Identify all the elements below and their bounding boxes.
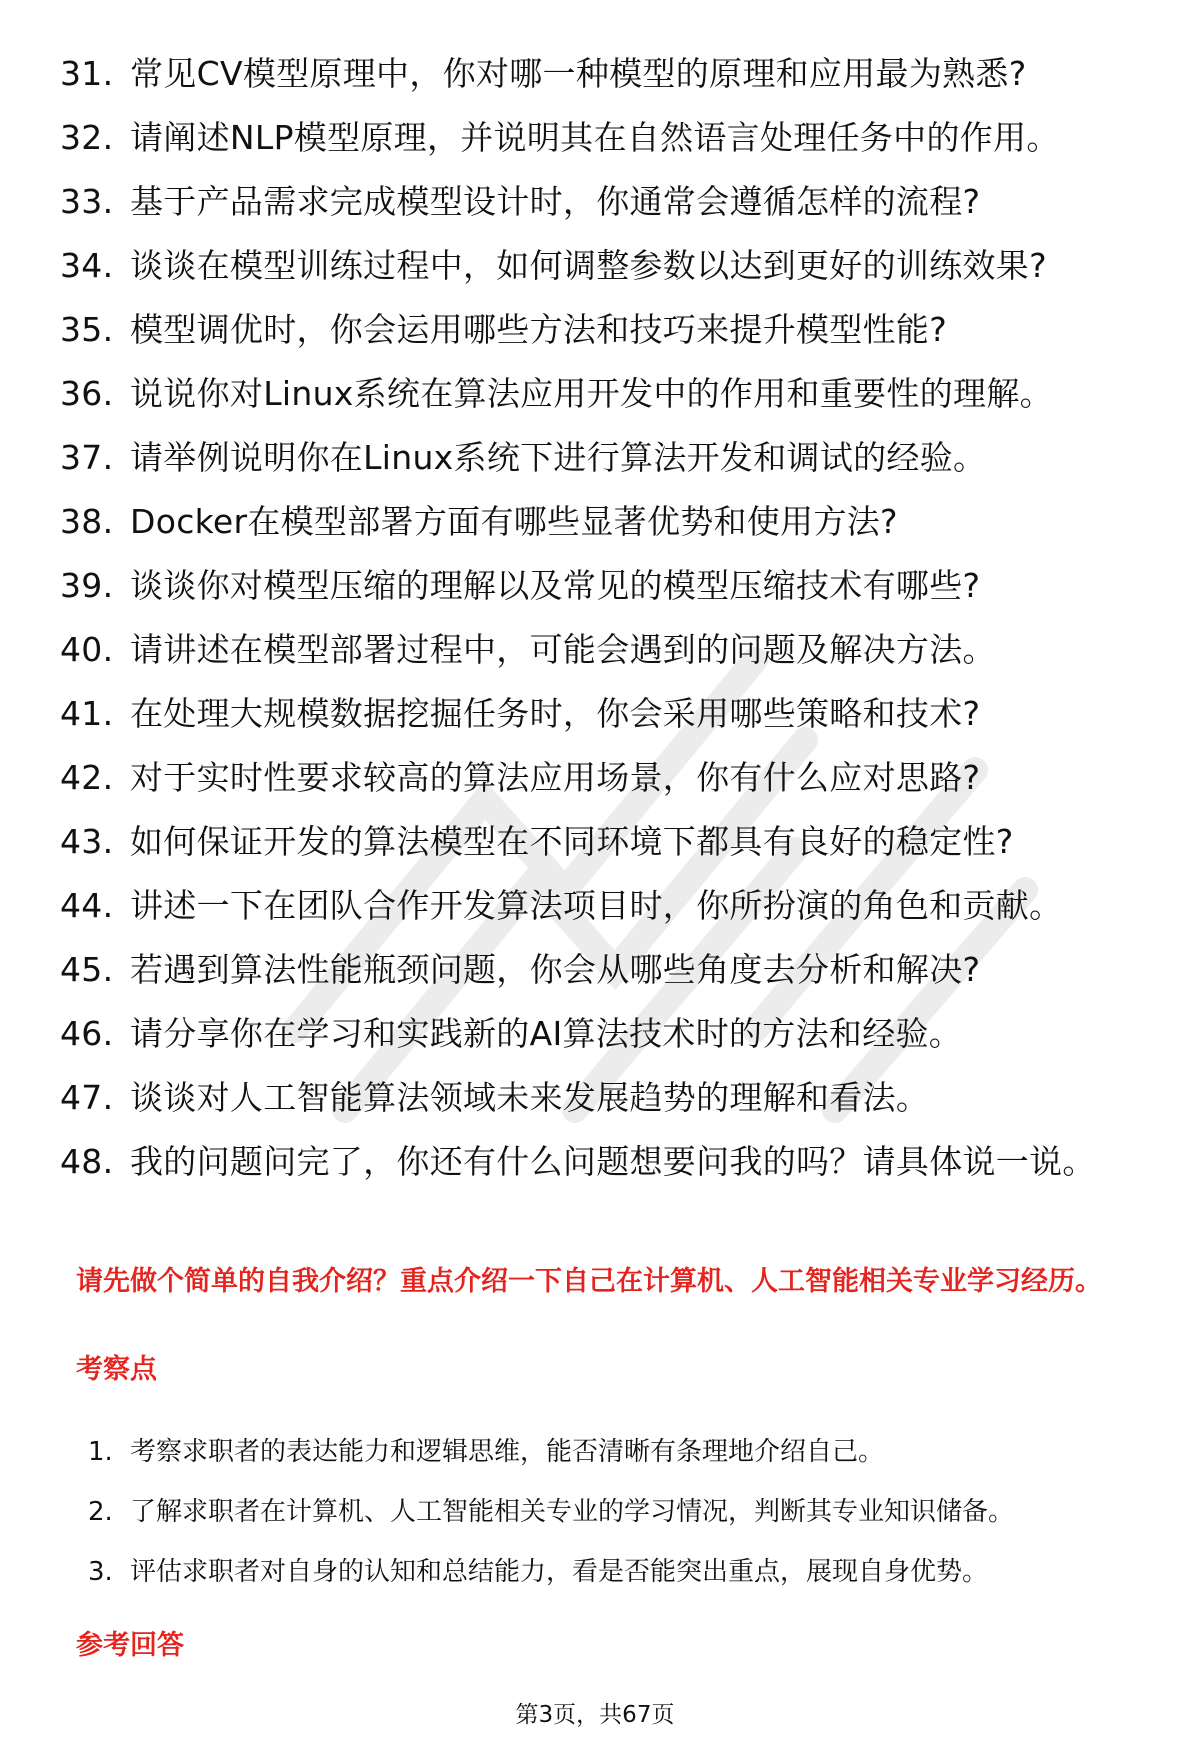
assessment-number: 2. xyxy=(88,1497,113,1527)
question-text: 若遇到算法性能瓶颈问题，你会从哪些角度去分析和解决? xyxy=(130,950,981,989)
question-text: 讲述一下在团队合作开发算法项目时，你所扮演的角色和贡献。 xyxy=(130,886,1063,925)
question-number: 46. xyxy=(60,1014,114,1053)
question-number: 43. xyxy=(60,822,114,861)
question-number: 45. xyxy=(60,950,114,989)
assessment-number: 1. xyxy=(88,1437,113,1467)
question-text: 请分享你在学习和实践新的AI算法技术时的方法和经验。 xyxy=(130,1014,963,1053)
question-number: 44. xyxy=(60,886,114,925)
assessment-number: 3. xyxy=(88,1557,113,1587)
question-item xyxy=(60,1076,1150,1140)
question-item xyxy=(60,1140,1150,1252)
question-item xyxy=(60,500,1150,564)
question-number: 38. xyxy=(60,502,114,541)
question-item xyxy=(60,692,1150,756)
question-text: 说说你对Linux系统在算法应用开发中的作用和重要性的理解。 xyxy=(130,374,1053,413)
question-number: 41. xyxy=(60,694,114,733)
assessment-list xyxy=(88,1434,1158,1614)
question-item xyxy=(60,372,1150,436)
question-item xyxy=(60,948,1150,1012)
question-item xyxy=(60,756,1150,820)
question-number: 34. xyxy=(60,246,114,285)
question-text: 请举例说明你在Linux系统下进行算法开发和调试的经验。 xyxy=(130,438,987,477)
question-text: 请讲述在模型部署过程中，可能会遇到的问题及解决方法。 xyxy=(130,630,996,669)
question-item xyxy=(60,244,1150,308)
question-text: 谈谈在模型训练过程中，如何调整参数以达到更好的训练效果? xyxy=(130,246,1047,285)
question-number: 39. xyxy=(60,566,114,605)
question-item xyxy=(60,628,1150,692)
assessment-text: 了解求职者在计算机、人工智能相关专业的学习情况，判断其专业知识储备。 xyxy=(130,1497,1015,1527)
question-text: 在处理大规模数据挖掘任务时，你会采用哪些策略和技术? xyxy=(130,694,981,733)
question-text: 对于实时性要求较高的算法应用场景，你有什么应对思路? xyxy=(130,758,981,797)
section-heading: 请先做个简单的自我介绍？重点介绍一下自己在计算机、人工智能相关专业学习经历。 xyxy=(76,1266,1102,1297)
page-footer: 第3页，共67页 xyxy=(515,1702,675,1728)
question-text: 我的问题问完了，你还有什么问题想要问我的吗？请具体说一说。 xyxy=(130,1142,1096,1181)
question-list xyxy=(60,52,1150,1252)
question-text: 谈谈对人工智能算法领域未来发展趋势的理解和看法。 xyxy=(130,1078,930,1117)
question-number: 33. xyxy=(60,182,114,221)
question-text: 基于产品需求完成模型设计时，你通常会遵循怎样的流程? xyxy=(130,182,981,221)
assessment-label: 考察点 xyxy=(76,1354,157,1385)
question-item xyxy=(60,436,1150,500)
question-item xyxy=(60,820,1150,884)
assessment-item xyxy=(88,1494,1158,1554)
assessment-item xyxy=(88,1554,1158,1614)
question-text: 请阐述NLP模型原理，并说明其在自然语言处理任务中的作用。 xyxy=(130,118,1060,157)
question-number: 32. xyxy=(60,118,114,157)
question-item xyxy=(60,180,1150,244)
question-text: 如何保证开发的算法模型在不同环境下都具有良好的稳定性? xyxy=(130,822,1014,861)
question-item xyxy=(60,564,1150,628)
question-number: 36. xyxy=(60,374,114,413)
answer-label: 参考回答 xyxy=(76,1630,184,1661)
question-text: 模型调优时，你会运用哪些方法和技巧来提升模型性能? xyxy=(130,310,948,349)
question-number: 48. xyxy=(60,1142,114,1181)
assessment-text: 考察求职者的表达能力和逻辑思维，能否清晰有条理地介绍自己。 xyxy=(130,1437,885,1467)
question-item xyxy=(60,884,1150,948)
assessment-item xyxy=(88,1434,1158,1494)
question-item xyxy=(60,52,1150,116)
question-item xyxy=(60,1012,1150,1076)
assessment-text: 评估求职者对自身的认知和总结能力，看是否能突出重点，展现自身优势。 xyxy=(130,1557,989,1587)
question-text: 常见CV模型原理中，你对哪一种模型的原理和应用最为熟悉? xyxy=(130,54,1027,93)
question-number: 40. xyxy=(60,630,114,669)
question-item xyxy=(60,116,1150,180)
question-number: 42. xyxy=(60,758,114,797)
question-number: 47. xyxy=(60,1078,114,1117)
question-number: 35. xyxy=(60,310,114,349)
question-text: Docker在模型部署方面有哪些显著优势和使用方法? xyxy=(130,502,898,541)
question-number: 37. xyxy=(60,438,114,477)
question-text: 谈谈你对模型压缩的理解以及常见的模型压缩技术有哪些? xyxy=(130,566,981,605)
question-item xyxy=(60,308,1150,372)
question-number: 31. xyxy=(60,54,114,93)
